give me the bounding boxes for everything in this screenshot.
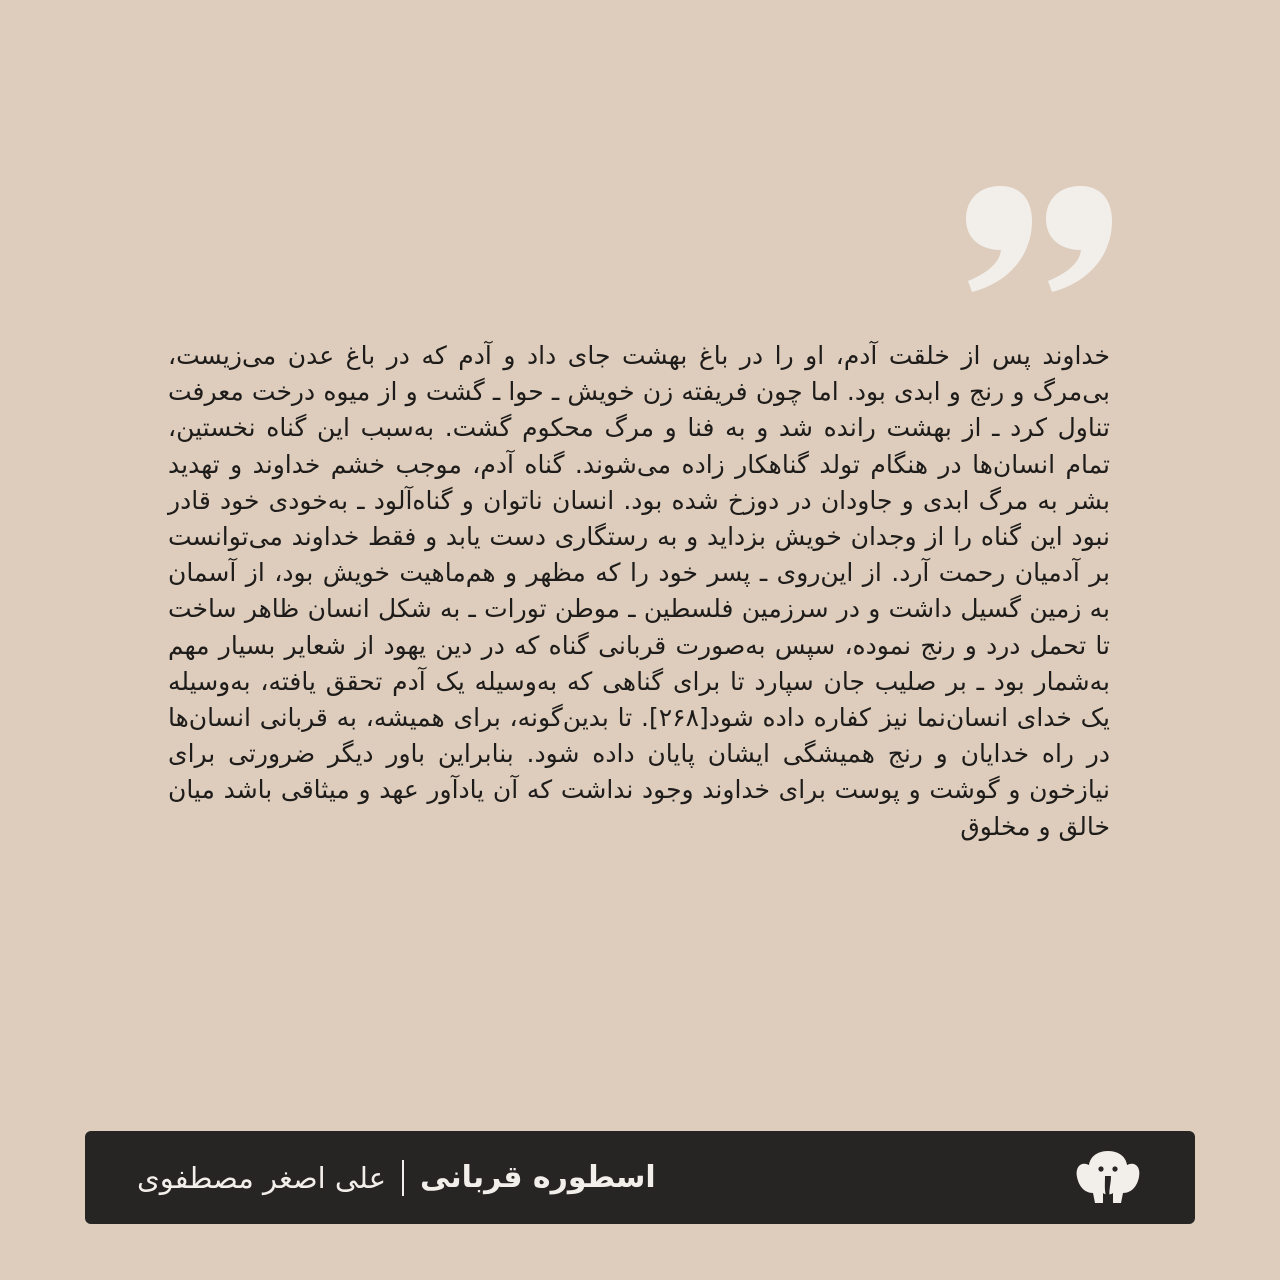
author-name: علی اصغر مصطفوی [137,1160,387,1195]
elephant-logo-icon [1075,1149,1141,1207]
quote-text: خداوند پس از خلقت آدم، او را در باغ بهشت جای داد و آدم که در باغ عدن می‌زیست، بی‌مرگ و رنج و ابدی بود. اما چون فریفته زن خویش ـ حوا ـ گشت و از میوه درخت معرفت تناول کرد ـ از بهشت رانده شد و به فنا و مرگ محکوم گشت. به‌سبب این گناه نخستین، تمام انسان‌ها در هنگام تولد گناهکار زاده می‌شوند. گناه آدم، موجب خشم خداوند و تهدید بشر به مرگ ابدی و جاودان در دوزخ شده بود. انسان ناتوان و گناه‌آلود ـ به‌خودی خود قادر نبود این گناه را از وجدان خویش بزداید و به رستگاری دست یابد و فقط خداوند می‌توانست بر آدمیان رحمت آرد. از این‌روی ـ پسر خود را که مظهر و هم‌ماهیت خویش بود، از آسمان به زمین گسیل داشت و در سرزمین فلسطین ـ موطن تورات ـ به شکل انسان ظاهر ساخت تا تحمل درد و رنج نموده، سپس به‌صورت قربانی گناه که در دین یهود از شعایر بسیار مهم به‌شمار بود ـ بر صلیب جان سپارد تا برای گناهی که به‌وسیله یک آدم تحقق یافته، به‌وسیله یک خدای انسان‌نما نیز کفاره داده شود[۲۶۸]. تا بدین‌گونه، برای همیشه، به قربانی انسان‌ها در راه خدایان و رنج همیشگی ایشان پایان داده شود. بنابراین باور دیگر ضرورتی برای نیازخون و گوشت و پوست برای خداوند وجود نداشت که آن یادآور عهد و میثاقی باشد میان خالق و مخلوق [168,341,1110,841]
title-author-separator [402,1160,404,1196]
footer-bar [85,1131,1195,1224]
book-title: اسطوره قربانی [420,1160,656,1195]
footer-caption [137,1131,656,1224]
closing-quote-icon [966,186,1112,292]
